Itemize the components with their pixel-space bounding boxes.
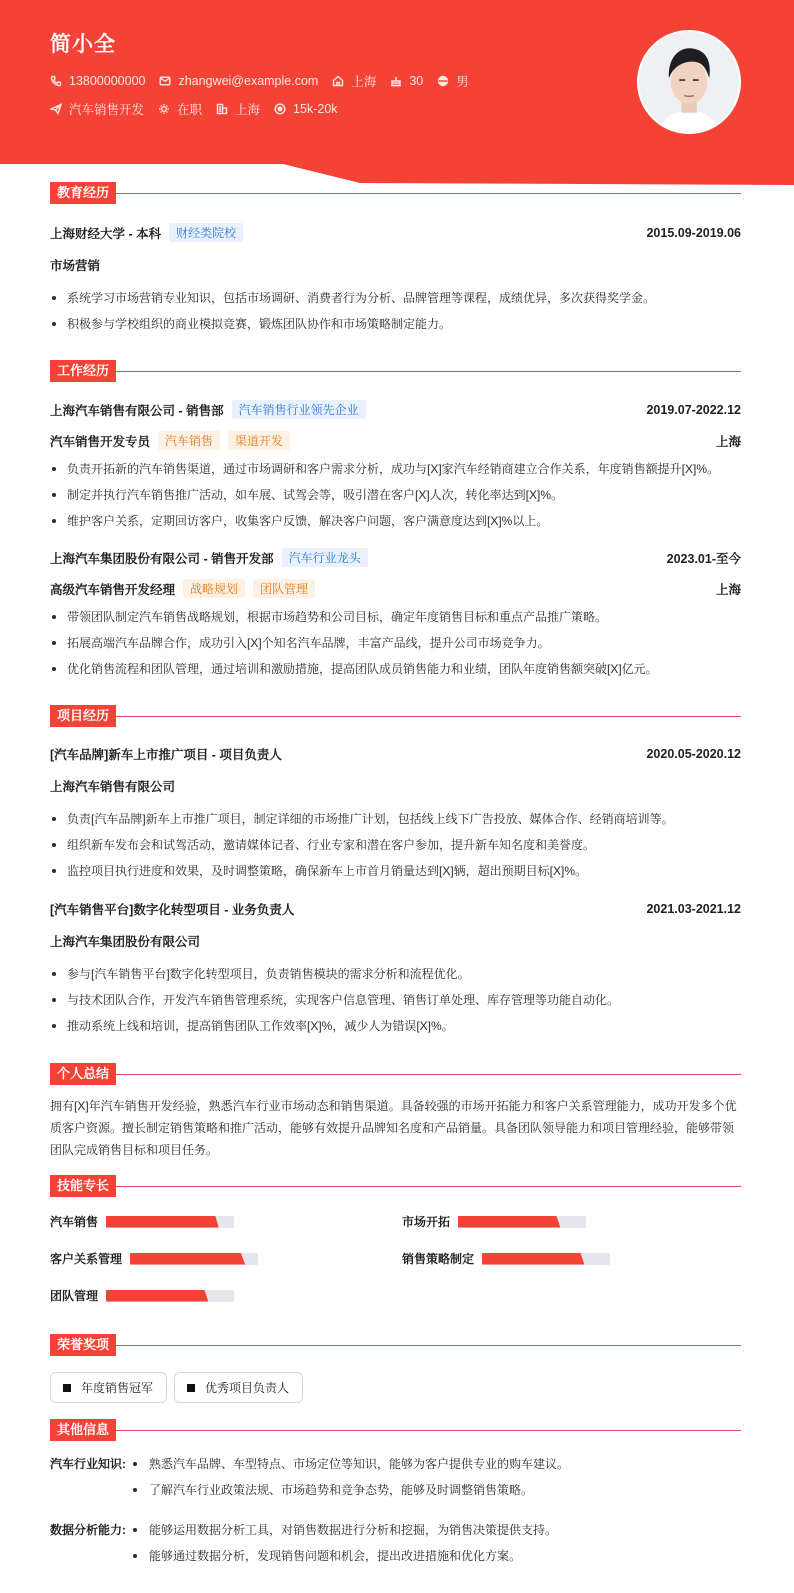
skill-label: 销售策略制定 bbox=[402, 1252, 475, 1266]
list-item: 组织新车发布会和试驾活动，邀请媒体记者、行业专家和潜在客户参加，提升新车知名度和美誉度。 bbox=[50, 838, 741, 852]
section-title: 技能专长 bbox=[50, 1175, 116, 1197]
list-item: 负责开拓新的汽车销售渠道，通过市场调研和客户需求分析，成功与[X]家汽车经销商建立合作关系，年度销售额提升[X]%。 bbox=[50, 462, 741, 476]
skill-label: 市场开拓 bbox=[402, 1215, 451, 1229]
location-item bbox=[332, 72, 376, 90]
skill-bar bbox=[458, 1216, 586, 1228]
other-list bbox=[130, 1457, 569, 1497]
work-item bbox=[50, 400, 741, 528]
section-title: 荣誉奖项 bbox=[50, 1334, 116, 1356]
project-name: [汽车品牌]新车上市推广项目 - 项目负责人 bbox=[50, 748, 282, 762]
home-icon bbox=[332, 75, 344, 87]
work-city: 上海 bbox=[715, 582, 741, 597]
section-work bbox=[50, 360, 741, 676]
project-date: 2021.03-2021.12 bbox=[646, 902, 741, 916]
education-bullets bbox=[50, 291, 741, 331]
award-chip bbox=[50, 1372, 167, 1403]
skill-label: 团队管理 bbox=[50, 1289, 99, 1303]
company-tag: 汽车销售行业领先企业 bbox=[232, 400, 366, 419]
project-bullets bbox=[50, 967, 741, 1033]
project-name: [汽车销售平台]数字化转型项目 - 业务负责人 bbox=[50, 903, 295, 917]
list-item: 系统学习市场营销专业知识，包括市场调研、消费者行为分析、品牌管理等课程，成绩优异，多次获得奖学金。 bbox=[50, 291, 741, 305]
skill-bar-fill bbox=[458, 1216, 560, 1228]
work-city: 上海 bbox=[715, 434, 741, 449]
section-header bbox=[50, 1419, 741, 1441]
section-education bbox=[50, 182, 741, 331]
section-header bbox=[50, 1063, 741, 1085]
list-item: 制定并执行汽车销售推广活动，如车展、试驾会等，吸引潜在客户[X]人次，转化率达到[X]%。 bbox=[50, 488, 741, 502]
list-item: 监控项目执行进度和效果，及时调整策略，确保新车上市首月销量达到[X]辆，超出预期目标[X]%。 bbox=[50, 864, 741, 878]
section-title: 其他信息 bbox=[50, 1419, 116, 1441]
awards-list bbox=[50, 1372, 741, 1403]
work-bullets bbox=[50, 462, 741, 528]
major: 市场营销 bbox=[50, 259, 101, 273]
section-skills bbox=[50, 1175, 741, 1304]
phone-text: 13800000000 bbox=[69, 74, 146, 88]
bottom-spacer bbox=[50, 1563, 741, 1593]
skill-label: 汽车销售 bbox=[50, 1215, 99, 1229]
gender-item bbox=[437, 72, 469, 90]
cake-icon bbox=[390, 75, 402, 87]
job-target-text: 汽车销售开发 bbox=[69, 103, 145, 117]
section-awards bbox=[50, 1334, 741, 1403]
salary-item bbox=[274, 102, 337, 116]
section-projects bbox=[50, 705, 741, 1033]
send-icon bbox=[50, 103, 62, 115]
company-tag: 汽车行业龙头 bbox=[282, 548, 368, 567]
building-icon bbox=[216, 103, 228, 115]
project-org: 上海汽车集团股份有限公司 bbox=[50, 935, 201, 949]
salary-text: 15k-20k bbox=[293, 102, 338, 116]
avatar bbox=[637, 30, 741, 134]
section-title: 工作经历 bbox=[50, 360, 116, 382]
section-divider bbox=[116, 1186, 741, 1187]
list-item: 熟悉汽车品牌、车型特点、市场定位等知识，能够为客户提供专业的购车建议。 bbox=[130, 1457, 569, 1471]
position-tag: 团队管理 bbox=[253, 579, 315, 598]
square-bullet-icon bbox=[63, 1384, 71, 1392]
skill-bar bbox=[130, 1253, 258, 1265]
work-date: 2019.07-2022.12 bbox=[646, 402, 741, 417]
location-text: 上海 bbox=[351, 75, 377, 89]
section-title: 教育经历 bbox=[50, 182, 116, 204]
skill-bar-fill bbox=[106, 1216, 219, 1228]
section-divider bbox=[116, 716, 741, 717]
section-divider bbox=[116, 193, 741, 194]
skill-bar-fill bbox=[130, 1253, 245, 1265]
skill-item bbox=[50, 1213, 402, 1230]
award-label: 年度销售冠军 bbox=[81, 1381, 154, 1395]
job-target-item bbox=[50, 100, 144, 118]
project-header-row bbox=[50, 745, 741, 763]
job-status-text: 在职 bbox=[177, 103, 203, 117]
skill-bar bbox=[106, 1216, 234, 1228]
education-header-row bbox=[50, 223, 741, 242]
section-divider bbox=[116, 1430, 741, 1431]
project-item bbox=[50, 900, 741, 1033]
contact-row bbox=[50, 72, 483, 90]
project-date: 2020.05-2020.12 bbox=[646, 747, 741, 761]
skill-bar bbox=[482, 1253, 610, 1265]
resume-header bbox=[0, 0, 794, 185]
age-text: 30 bbox=[409, 74, 424, 88]
target-city-text: 上海 bbox=[235, 103, 261, 117]
skill-item bbox=[50, 1250, 402, 1267]
skills-grid bbox=[50, 1213, 741, 1304]
list-item: 能够通过数据分析，发现销售问题和机会，提出改进措施和优化方案。 bbox=[130, 1549, 557, 1563]
award-label: 优秀项目负责人 bbox=[205, 1381, 290, 1395]
work-company-group bbox=[50, 400, 366, 419]
age-item bbox=[390, 74, 423, 88]
position-group bbox=[50, 579, 315, 598]
resume-body bbox=[0, 182, 794, 1593]
position-tag: 战略规划 bbox=[183, 579, 245, 598]
list-item: 拓展高端汽车品牌合作，成功引入[X]个知名汽车品牌，丰富产品线，提升公司市场竞争力。 bbox=[50, 636, 741, 650]
list-item: 带领团队制定汽车销售战略规划，根据市场趋势和公司目标，确定年度销售目标和重点产品推广策略。 bbox=[50, 610, 741, 624]
position-title: 汽车销售开发专员 bbox=[50, 434, 151, 449]
header-info bbox=[50, 28, 483, 118]
avatar-photo-icon bbox=[639, 32, 739, 132]
candidate-name: 简小全 bbox=[50, 33, 116, 56]
education-item bbox=[50, 223, 741, 331]
other-list bbox=[130, 1523, 557, 1563]
work-date: 2023.01-至今 bbox=[666, 551, 741, 566]
section-divider bbox=[116, 371, 741, 372]
list-item: 积极参与学校组织的商业模拟竞赛，锻炼团队协作和市场策略制定能力。 bbox=[50, 317, 741, 331]
education-school-group bbox=[50, 223, 243, 242]
phone-item bbox=[50, 74, 145, 88]
skill-item bbox=[402, 1250, 702, 1267]
section-title: 项目经历 bbox=[50, 705, 116, 727]
list-item: 了解汽车行业政策法规、市场趋势和竞争态势，能够及时调整销售策略。 bbox=[130, 1483, 569, 1497]
position-row bbox=[50, 431, 741, 450]
skill-bar-fill bbox=[106, 1290, 208, 1302]
section-summary bbox=[50, 1063, 741, 1161]
work-company-group bbox=[50, 548, 368, 567]
section-divider bbox=[116, 1345, 741, 1346]
position-group bbox=[50, 431, 290, 450]
education-date: 2015.09-2019.06 bbox=[646, 225, 741, 240]
section-header bbox=[50, 705, 741, 727]
project-bullets bbox=[50, 812, 741, 878]
project-item bbox=[50, 745, 741, 878]
job-status-item bbox=[158, 100, 202, 118]
section-header bbox=[50, 1175, 741, 1197]
target-city-item bbox=[216, 100, 260, 118]
list-item: 负责[汽车品牌]新车上市推广项目，制定详细的市场推广计划，包括线上线下广告投放、媒体合作、经销商培训等。 bbox=[50, 812, 741, 826]
company-name: 上海汽车集团股份有限公司 - 销售开发部 bbox=[50, 551, 274, 566]
skill-bar-fill bbox=[482, 1253, 584, 1265]
skill-label: 客户关系管理 bbox=[50, 1252, 123, 1266]
company-name: 上海汽车销售有限公司 - 销售部 bbox=[50, 403, 224, 418]
section-other bbox=[50, 1419, 741, 1563]
email-item bbox=[159, 74, 318, 88]
list-item: 能够运用数据分析工具，对销售数据进行分析和挖掘，为销售决策提供支持。 bbox=[130, 1523, 557, 1537]
work-bullets bbox=[50, 610, 741, 676]
work-item bbox=[50, 548, 741, 676]
intent-row bbox=[50, 100, 483, 118]
email-text: zhangwei@example.com bbox=[178, 74, 319, 88]
list-item: 推动系统上线和培训，提高销售团队工作效率[X]%，减少人为错误[X]%。 bbox=[50, 1019, 741, 1033]
position-tag: 汽车销售 bbox=[158, 431, 220, 450]
summary-text: 拥有[X]年汽车销售开发经验，熟悉汽车行业市场动态和销售渠道。具备较强的市场开拓能力和客户关系管理能力，成功开发多个优质客户资源。擅长制定销售策略和推广活动，能够有效提升品牌知名度和产品销量。具备团队领导能力和项目管理经验，能够带领团队完成销售目标和项目任务。 bbox=[50, 1099, 737, 1157]
mail-icon bbox=[159, 75, 171, 87]
gender-text: 男 bbox=[456, 75, 469, 89]
gender-icon bbox=[437, 75, 449, 87]
position-title: 高级汽车销售开发经理 bbox=[50, 582, 176, 597]
section-header bbox=[50, 182, 741, 204]
status-icon bbox=[158, 103, 170, 115]
position-row bbox=[50, 579, 741, 598]
work-header-row bbox=[50, 548, 741, 567]
school-tag: 财经类院校 bbox=[169, 223, 243, 242]
list-item: 维护客户关系，定期回访客户，收集客户反馈，解决客户问题，客户满意度达到[X]%以上。 bbox=[50, 514, 741, 528]
skill-item bbox=[402, 1213, 702, 1230]
skill-item bbox=[50, 1287, 402, 1304]
project-header-row bbox=[50, 900, 741, 918]
school-name: 上海财经大学 - 本科 bbox=[50, 226, 162, 241]
square-bullet-icon bbox=[187, 1384, 195, 1392]
skill-bar bbox=[106, 1290, 234, 1302]
section-header bbox=[50, 1334, 741, 1356]
section-title: 个人总结 bbox=[50, 1063, 116, 1085]
other-label: 数据分析能力: bbox=[50, 1523, 126, 1537]
salary-icon bbox=[274, 103, 286, 115]
section-divider bbox=[116, 1074, 741, 1075]
section-header bbox=[50, 360, 741, 382]
project-org: 上海汽车销售有限公司 bbox=[50, 780, 176, 794]
phone-icon bbox=[50, 75, 62, 87]
list-item: 参与[汽车销售平台]数字化转型项目，负责销售模块的需求分析和流程优化。 bbox=[50, 967, 741, 981]
other-label: 汽车行业知识: bbox=[50, 1457, 126, 1471]
list-item: 优化销售流程和团队管理，通过培训和激励措施，提高团队成员销售能力和业绩，团队年度销售额突破[X]亿元。 bbox=[50, 662, 741, 676]
position-tag: 渠道开发 bbox=[228, 431, 290, 450]
other-group bbox=[50, 1457, 741, 1497]
list-item: 与技术团队合作，开发汽车销售管理系统，实现客户信息管理、销售订单处理、库存管理等功能自动化。 bbox=[50, 993, 741, 1007]
award-chip bbox=[174, 1372, 303, 1403]
other-group bbox=[50, 1523, 741, 1563]
work-header-row bbox=[50, 400, 741, 419]
